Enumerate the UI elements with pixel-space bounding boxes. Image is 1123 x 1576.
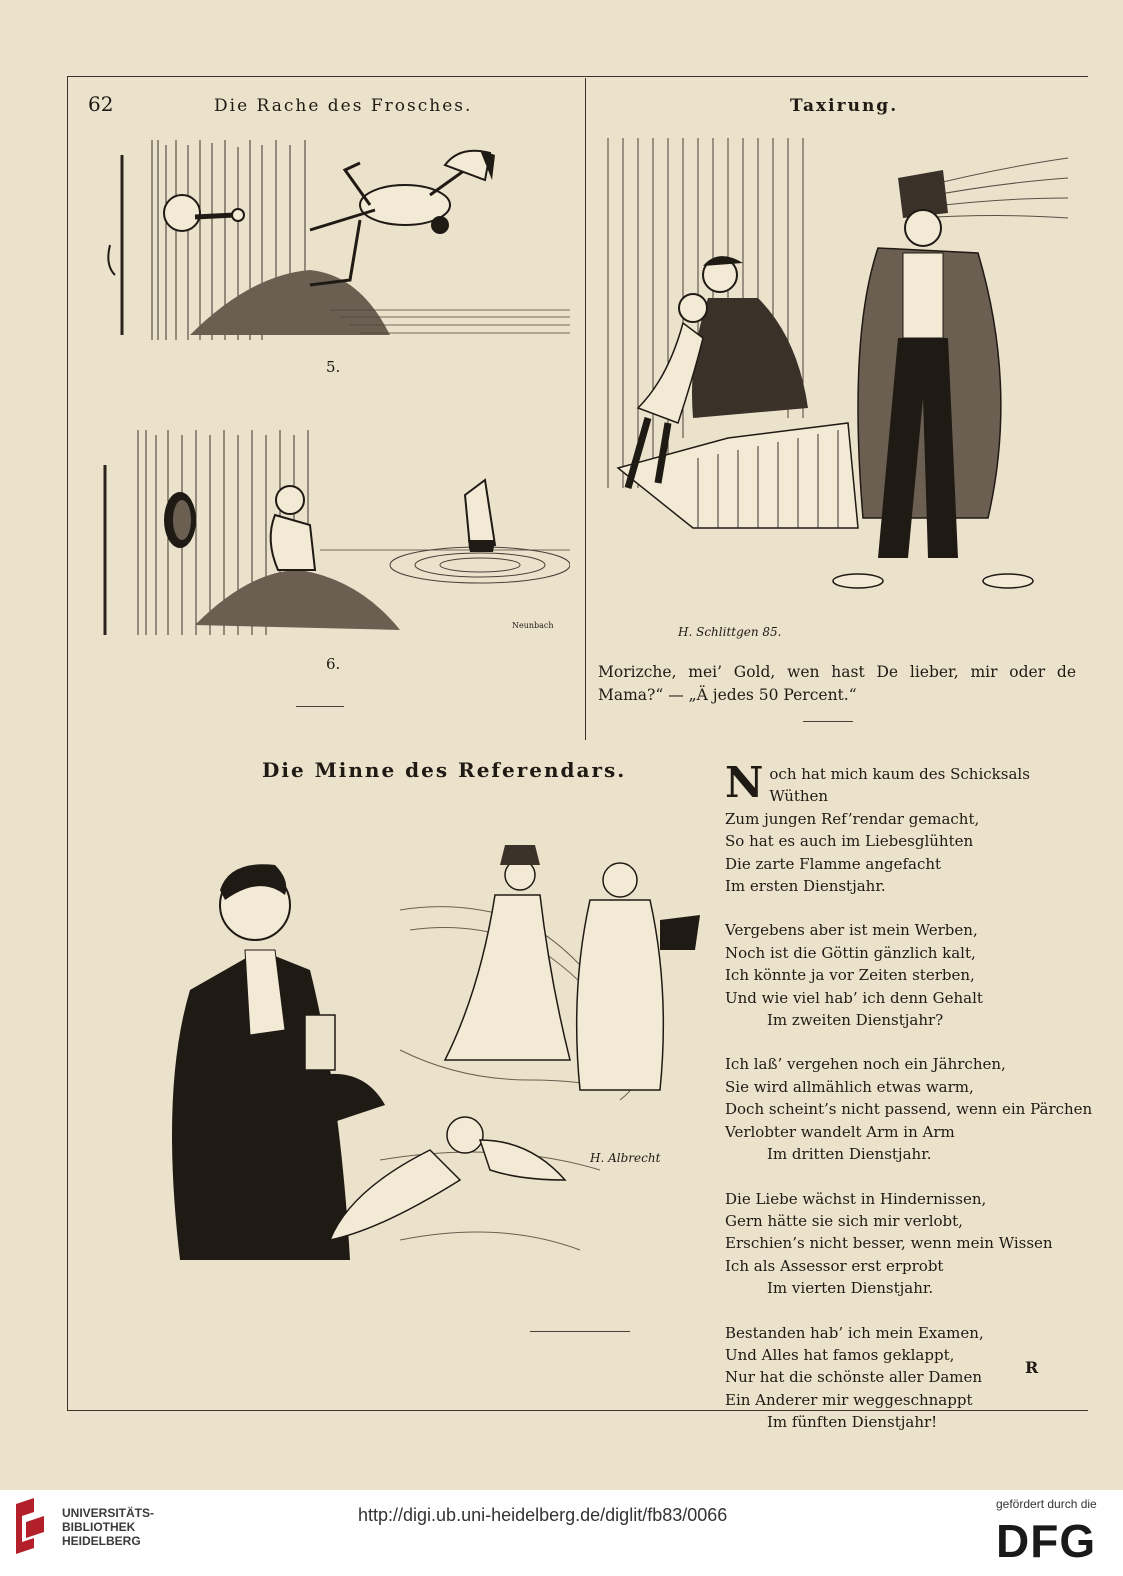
digitization-footer (0, 1490, 1123, 1576)
poem-line: Gern hätte sie sich mir verlobt, (725, 1211, 963, 1230)
taxirung-illustration (598, 138, 1078, 643)
university-library-logo-icon (12, 1496, 56, 1556)
poem-line: Ich könnte ja vor Zeiten sterben, (725, 966, 975, 985)
poem-line: Und wie viel hab’ ich denn Gehalt (725, 988, 983, 1007)
poem-stanza (725, 919, 1080, 1031)
separator-rule (530, 1331, 630, 1332)
taxirung-title: Taxirung. (790, 96, 899, 116)
separator-rule (296, 706, 344, 707)
library-name-line: BIBLIOTHEK (62, 1520, 136, 1534)
poem-line: Bestanden hab’ ich mein Examen, (725, 1323, 984, 1342)
library-name-line: HEIDELBERG (62, 1534, 141, 1548)
frog-story-title: Die Rache des Frosches. (214, 96, 473, 116)
caption-line-2: Mama?“ — „Ä jedes 50 Percent.“ (598, 686, 857, 704)
poem-stanza (725, 1322, 1080, 1434)
taxirung-artist-signature: H. Schlittgen 85. (678, 625, 782, 639)
poem-line: Die Liebe wächst in Hindernissen, (725, 1189, 987, 1208)
funded-by-label: gefördert durch die (996, 1497, 1097, 1511)
poem-line: Verlobter wandelt Arm in Arm (725, 1122, 955, 1141)
poem-stanza (725, 1188, 1080, 1300)
frog-panel-6-illustration (100, 430, 570, 640)
poem-line: Ein Anderer mir weggeschnappt (725, 1390, 973, 1409)
poem-refrain: Im zweiten Dienstjahr? (767, 1011, 944, 1030)
poem-line: Vergebens aber ist mein Werben, (725, 921, 978, 940)
poem-line: Ich als Assessor erst erprobt (725, 1256, 944, 1275)
column-divider (585, 78, 586, 740)
svg-text:Neunbach: Neunbach (512, 621, 554, 630)
page-number: 62 (88, 92, 114, 116)
panel-number-6: 6. (326, 655, 341, 673)
poem-line: Und Alles hat famos geklappt, (725, 1345, 955, 1364)
poem-line: Noch ist die Göttin gänzlich kalt, (725, 943, 976, 962)
poem-signature: R (1025, 1358, 1039, 1377)
referendar-artist-signature: H. Albrecht (590, 1151, 661, 1165)
frog-panel-5-illustration (100, 135, 570, 345)
poem-first-line: och hat mich kaum des Schicksals Wüthen (769, 765, 1030, 806)
poem-line: Ich laß’ vergehen noch ein Jährchen, (725, 1055, 1006, 1074)
poem-refrain: Im dritten Dienstjahr. (767, 1145, 932, 1164)
poem-refrain: Im fünften Dienstjahr! (767, 1413, 938, 1432)
poem-line: Erschien’s nicht besser, wenn mein Wissen (725, 1234, 1053, 1253)
poem-line: Sie wird allmählich etwas warm, (725, 1077, 974, 1096)
poem-line: So hat es auch im Liebesglühten (725, 832, 974, 851)
poem-line: Doch scheint’s nicht passend, wenn ein Pärchen (725, 1100, 1093, 1119)
referendar-illustration (100, 840, 700, 1310)
poem-body (725, 758, 1093, 1456)
poem-line: Die zarte Flamme angefacht (725, 854, 942, 873)
poem-line: Im ersten Dienstjahr. (725, 877, 886, 896)
poem-stanza (725, 758, 1080, 897)
poem-refrain: Im vierten Dienstjahr. (767, 1279, 934, 1298)
poem-dropcap: N (725, 758, 764, 807)
library-name-line: UNIVERSITÄTS- (62, 1506, 155, 1520)
poem-stanza (725, 1053, 1093, 1165)
separator-rule (803, 721, 853, 722)
poem-title: Die Minne des Referendars. (262, 758, 627, 782)
poem-line: Nur hat die schönste aller Damen (725, 1368, 983, 1387)
panel-number-5: 5. (326, 358, 341, 376)
caption-line-1: Morizche, mei’ Gold, wen hast De lieber, mir oder de (598, 663, 1076, 681)
taxirung-caption (598, 661, 1076, 707)
dfg-logo: DFG (996, 1515, 1097, 1567)
library-name (62, 1506, 154, 1548)
poem-line: Zum jungen Ref’rendar gemacht, (725, 809, 980, 828)
source-url[interactable]: http://digi.ub.uni-heidelberg.de/diglit/fb83/0066 (358, 1505, 728, 1525)
